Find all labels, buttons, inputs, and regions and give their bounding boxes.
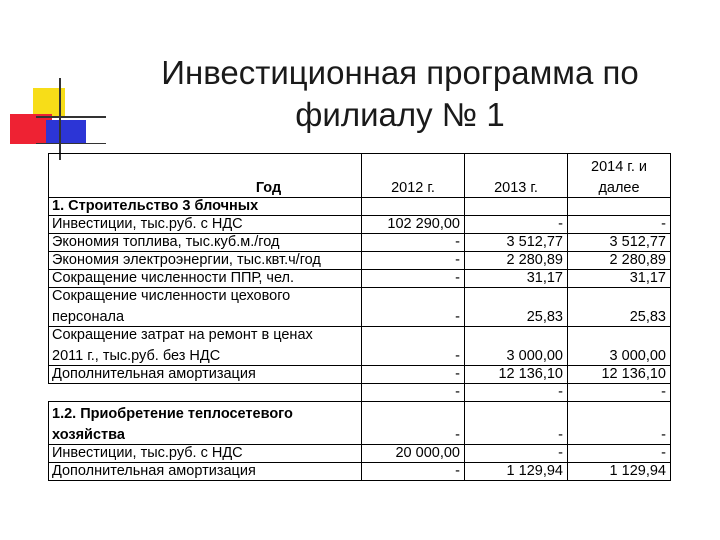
row-label: Экономия электроэнергии, тыс.квт.ч/год xyxy=(49,252,362,270)
table-row xyxy=(49,252,671,270)
row-label xyxy=(49,288,362,327)
section-2-line2: хозяйства xyxy=(52,427,125,443)
cell-2014: 1 129,94 xyxy=(568,463,671,481)
table-row xyxy=(49,216,671,234)
table-row xyxy=(49,288,671,327)
table-row xyxy=(49,366,671,384)
cell-2012: - xyxy=(362,252,465,270)
decor-horizontal-line-lower xyxy=(36,143,106,144)
row-label-line1: Сокращение численности цехового xyxy=(52,288,291,304)
investment-table xyxy=(48,153,671,481)
section-2-line1: 1.2. Приобретение теплосетевого xyxy=(52,406,293,422)
decor-blue-square xyxy=(46,120,86,144)
cell-2013: 2 280,89 xyxy=(465,252,568,270)
cell-2013: - xyxy=(465,402,568,445)
row-label: Инвестиции, тыс.руб. с НДС xyxy=(49,216,362,234)
cell-2014: 2 280,89 xyxy=(568,252,671,270)
row-label-line1: Сокращение затрат на ремонт в ценах xyxy=(52,327,313,343)
row-label: Дополнительная амортизация xyxy=(49,366,362,384)
cell-2012: 102 290,00 xyxy=(362,216,465,234)
cell-2014: 3 512,77 xyxy=(568,234,671,252)
cell-2012: - xyxy=(362,270,465,288)
row-label-line2: 2011 г., тыс.руб. без НДС xyxy=(52,348,221,364)
cell-2014: - xyxy=(568,445,671,463)
cell-2014: 3 000,00 xyxy=(568,327,671,366)
decor-horizontal-line xyxy=(36,116,106,118)
cell-2014: - xyxy=(568,384,671,402)
row-label: Сокращение численности ППР, чел. xyxy=(49,270,362,288)
header-2012: 2012 г. xyxy=(362,176,465,198)
cell-2012: - xyxy=(362,384,465,402)
title-line-1: Инвестиционная программа по xyxy=(161,54,639,91)
header-year: Год xyxy=(49,176,362,198)
cell-2012: - xyxy=(362,402,465,445)
cell-2012: 20 000,00 xyxy=(362,445,465,463)
cell-2014: - xyxy=(568,402,671,445)
cell-2012: - xyxy=(362,327,465,366)
row-label: Инвестиции, тыс.руб. с НДС xyxy=(49,445,362,463)
cell-2013: 1 129,94 xyxy=(465,463,568,481)
section-1-row xyxy=(49,198,671,216)
cell-2013: 31,17 xyxy=(465,270,568,288)
header-2014-line1: 2014 г. и xyxy=(568,154,671,176)
cell-2013: 3 512,77 xyxy=(465,234,568,252)
cell-2014: 31,17 xyxy=(568,270,671,288)
cell-2012: - xyxy=(362,234,465,252)
cell-2014: - xyxy=(568,216,671,234)
cell-2013: 3 000,00 xyxy=(465,327,568,366)
cell-2014: 25,83 xyxy=(568,288,671,327)
table-header-row-top xyxy=(49,154,671,176)
cell-2013: 12 136,10 xyxy=(465,366,568,384)
section-2-row xyxy=(49,402,671,445)
decor-vertical-line xyxy=(59,78,61,160)
cell-2012: - xyxy=(362,463,465,481)
table-row xyxy=(49,327,671,366)
row-label-line2: персонала xyxy=(52,309,125,325)
table-row xyxy=(49,234,671,252)
title-line-2: филиалу № 1 xyxy=(295,96,505,133)
table-header-row xyxy=(49,176,671,198)
header-2013: 2013 г. xyxy=(465,176,568,198)
table-row xyxy=(49,445,671,463)
row-label: Дополнительная амортизация xyxy=(49,463,362,481)
section-2-title xyxy=(49,402,362,445)
cell-2013: - xyxy=(465,216,568,234)
cell-2014: 12 136,10 xyxy=(568,366,671,384)
row-label: Экономия топлива, тыс.куб.м./год xyxy=(49,234,362,252)
table-row xyxy=(49,463,671,481)
header-2014-line2: далее xyxy=(568,176,671,198)
cell-2013: - xyxy=(465,445,568,463)
table-row xyxy=(49,270,671,288)
cell-2013: - xyxy=(465,384,568,402)
cell-2012: - xyxy=(362,366,465,384)
slide-title xyxy=(110,52,690,136)
row-label xyxy=(49,327,362,366)
cell-2012: - xyxy=(362,288,465,327)
table-row-blank xyxy=(49,384,671,402)
cell-2013: 25,83 xyxy=(465,288,568,327)
section-1-title: 1. Строительство 3 блочных xyxy=(49,198,362,216)
